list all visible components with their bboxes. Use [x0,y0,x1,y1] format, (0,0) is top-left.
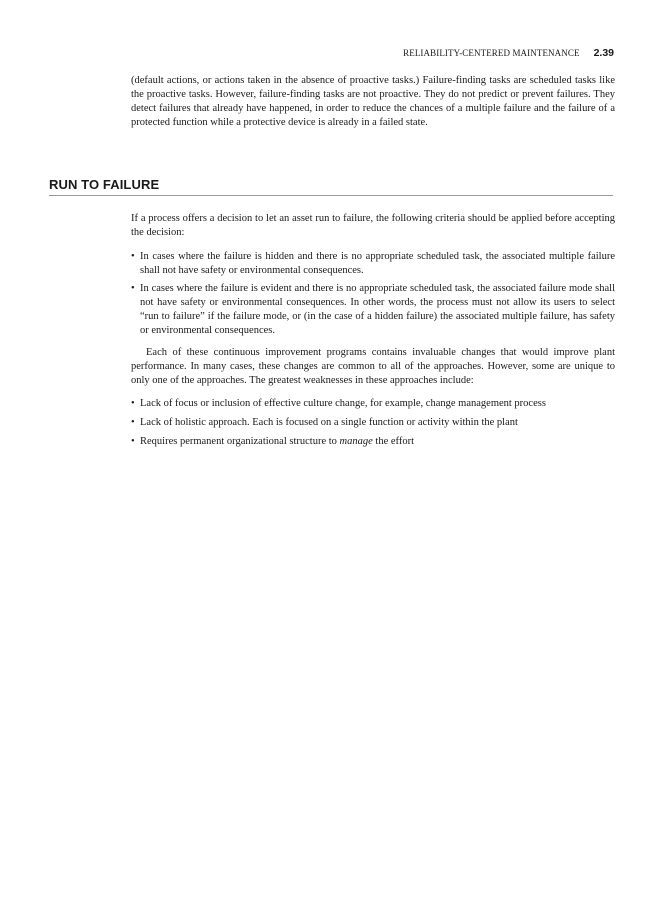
criteria-bullet-list [131,250,615,342]
list-item-text: In cases where the failure is evident and there is no appropriate scheduled task, the associated failure mode shall not have safety or environmental consequences. In other words, the process must not allow its users to select “run to failure” if the failure mode, or (in the case of a hidden failure) the associated multiple failure, has safety or environmental consequences. [140,283,615,336]
list-item-text: In cases where the failure is hidden and there is no appropriate scheduled task, the associated multiple failure shall not have safety or environmental consequences. [140,251,615,276]
bullet-icon: • [131,398,135,409]
last-bullet-after: the effort [372,436,414,447]
list-item [131,250,615,278]
running-title: RELIABILITY-CENTERED MAINTENANCE [403,48,580,58]
list-item [131,282,615,338]
bullet-icon: • [131,283,135,294]
criteria-paragraph: If a process offers a decision to let an asset run to failure, the following criteria should be applied before accepting the decision: [131,213,615,238]
list-item-text: Lack of holistic approach. Each is focused on a single function or activity within the plant [140,417,518,428]
list-item-text [140,436,414,447]
bullet-icon: • [131,436,135,447]
running-head [403,47,614,59]
page-number: 2.39 [593,47,614,59]
bullet-icon: • [131,417,135,428]
list-item [131,435,615,449]
intro-paragraph: (default actions, or actions taken in the absence of proactive tasks.) Failure-finding tasks are scheduled tasks like the proactive tasks. However, failure-finding tasks are not proactive. They do not predict or prevent failures. They detect failures that already have happened, in order to reduce the chances of a multiple failure and the failure of a protected function while a protective device is already in a failed state. [131,75,615,128]
weakness-bullet-list [131,397,615,454]
programs-paragraph: Each of these continuous improvement programs contains invaluable changes that would improve plant performance. In many cases, these changes are common to all of the approaches. However, some are unique to only one of the approaches. The greatest weaknesses in these approaches include: [131,347,615,386]
section-heading: RUN TO FAILURE [49,177,613,196]
last-bullet-emphasis: manage [339,436,373,447]
bullet-icon: • [131,251,135,262]
list-item-text: Lack of focus or inclusion of effective culture change, for example, change management process [140,398,546,409]
list-item [131,397,615,411]
last-bullet-before: Requires permanent organizational structure to [140,436,340,447]
list-item [131,416,615,430]
